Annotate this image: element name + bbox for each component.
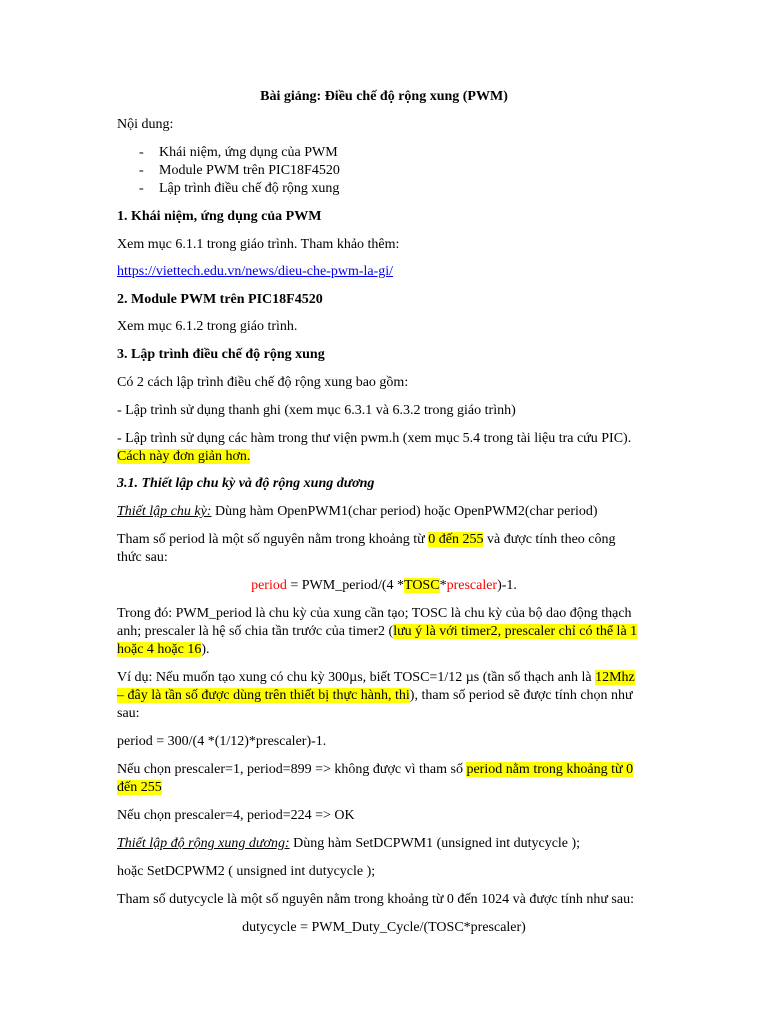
toc-item: - Module PWM trên PIC18F4520 (139, 163, 340, 178)
prescaler-1-line-2: đến 255 (117, 780, 162, 795)
reference-link[interactable]: https://viettech.edu.vn/news/dieu-che-pwm-la-gi/ (117, 264, 394, 279)
duty-formula: dutycycle = PWM_Duty_Cycle/(TOSC*prescaler) (242, 920, 526, 935)
method-2-note: Cách này đơn giản hơn. (117, 449, 251, 464)
period-param-line-2: thức sau: (117, 550, 168, 565)
toc-label: Nội dung: (117, 117, 174, 132)
method-2-note-line (117, 448, 250, 465)
period-setup-label: Thiết lập chu kỳ: (117, 504, 212, 519)
where-line-3: hoặc 4 hoặc 16). (117, 642, 210, 657)
section-2-text: Xem mục 6.1.2 trong giáo trình. (117, 319, 298, 334)
section-1-text: Xem mục 6.1.1 trong giáo trình. Tham khảo thêm: (117, 237, 400, 252)
where-line-2: anh; prescaler là hệ số chia tần trước của timer2 (lưu ý là với timer2, prescaler chỉ có thể là 1 (117, 624, 638, 639)
duty-param-line: Tham số dutycycle là một số nguyên nằm trong khoảng từ 0 đến 1024 và được tính như sau: (117, 892, 634, 907)
section-3-heading: 3. Lập trình điều chế độ rộng xung (117, 347, 325, 362)
toc-item: - Lập trình điều chế độ rộng xung (139, 181, 340, 196)
prescaler-1-line: Nếu chọn prescaler=1, period=899 => không được vì tham số period nằm trong khoảng từ 0 (117, 762, 634, 777)
duty-setup-line: Thiết lập độ rộng xung dương: Dùng hàm SetDCPWM1 (unsigned int dutycycle ); (117, 836, 581, 851)
prescaler-4-line: Nếu chọn prescaler=4, period=224 => OK (117, 808, 355, 823)
example-line-1: Ví dụ: Nếu muốn tạo xung có chu kỳ 300µs, biết TOSC=1/12 µs (tần số thạch anh là 12Mhz (117, 670, 635, 685)
section-1-heading: 1. Khái niệm, ứng dụng của PWM (117, 209, 322, 224)
toc-item: - Khái niệm, ứng dụng của PWM (139, 145, 338, 160)
duty-alt-line: hoặc SetDCPWM2 ( unsigned int dutycycle ); (117, 864, 376, 879)
duty-setup-label: Thiết lập độ rộng xung dương: (117, 836, 290, 851)
where-line-1: Trong đó: PWM_period là chu kỳ của xung cần tạo; TOSC là chu kỳ của bộ dao động thạch (117, 606, 632, 621)
section-3-intro: Có 2 cách lập trình điều chế độ rộng xung bao gồm: (117, 375, 409, 390)
period-param-line: Tham số period là một số nguyên nằm trong khoảng từ 0 đến 255 và được tính theo công (117, 532, 616, 547)
section-2-heading: 2. Module PWM trên PIC18F4520 (117, 292, 323, 307)
reference-link-line (117, 263, 393, 280)
method-2: - Lập trình sử dụng các hàm trong thư viện pwm.h (xem mục 5.4 trong tài liệu tra cứu PIC). (117, 431, 632, 446)
example-line-3: sau: (117, 706, 140, 721)
period-calculation: period = 300/(4 *(1/12)*prescaler)-1. (117, 734, 327, 749)
method-1: - Lập trình sử dụng thanh ghi (xem mục 6.3.1 và 6.3.2 trong giáo trình) (117, 403, 516, 418)
document-title: Bài giảng: Điều chế độ rộng xung (PWM) (260, 89, 508, 104)
period-setup-line: Thiết lập chu kỳ: Dùng hàm OpenPWM1(char period) hoặc OpenPWM2(char period) (117, 504, 598, 519)
section-3-1-heading: 3.1. Thiết lập chu kỳ và độ rộng xung dương (117, 476, 375, 491)
period-formula: period = PWM_period/(4 *TOSC*prescaler)-1. (251, 578, 517, 593)
example-line-2: – đây là tần số được dùng trên thiết bị thực hành, thi), tham số period sẽ được tính chọn như (117, 688, 633, 703)
